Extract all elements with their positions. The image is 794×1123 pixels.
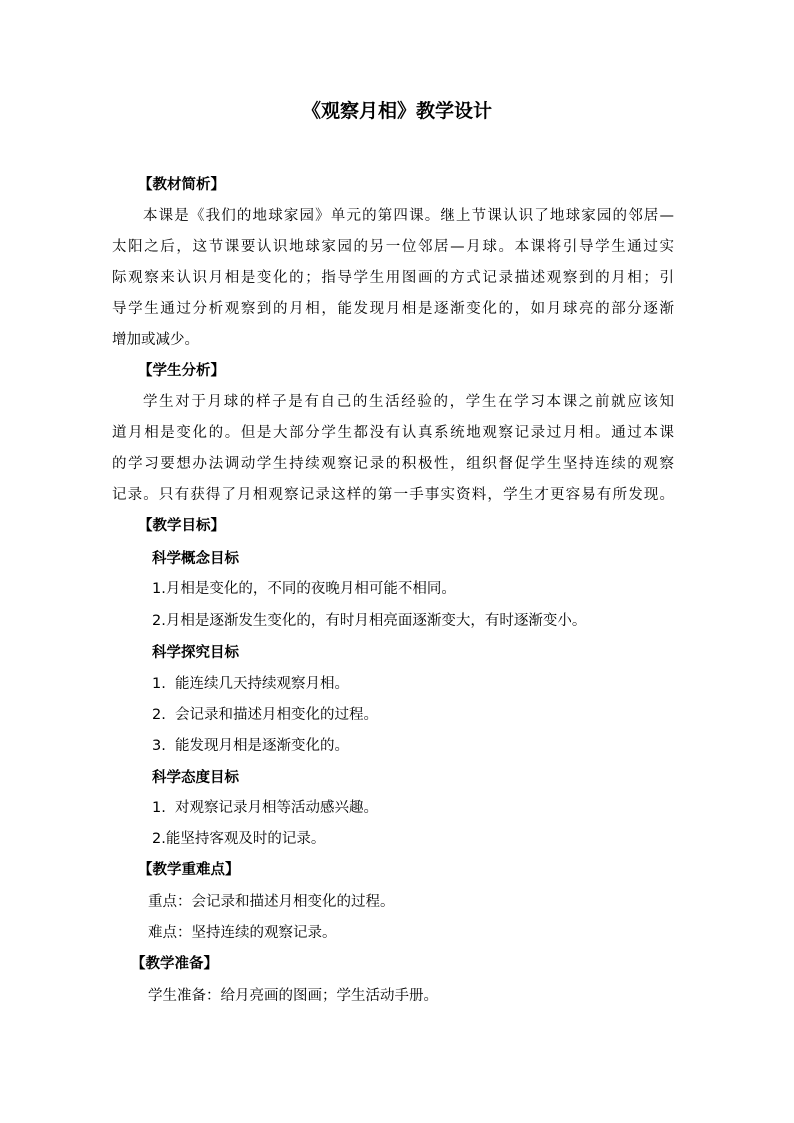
student-line-4: 记录。只有获得了月相观察记录这样的第一手事实资料，学生才更容易有所发现。: [112, 487, 674, 503]
section-heading-preparation: 【教学准备】: [131, 956, 218, 972]
student-line-1: 学生对于月球的样子是有自己的生活经验的，学生在学习本课之前就应该知: [143, 394, 674, 410]
student-line-2: 道月相是变化的。但是大部分学生都没有认真系统地观察记录过月相。通过本课: [112, 425, 674, 441]
attitude-item-1: 1. 对观察记录月相等活动感兴趣。: [152, 800, 379, 816]
material-line-3: 际观察来认识月相是变化的；指导学生用图画的方式记录描述观察到的月相；引: [112, 270, 674, 286]
document-title: 《观察月相》教学设计: [301, 100, 492, 122]
section-heading-material: 【教材简析】: [138, 177, 225, 193]
section-heading-student: 【学生分析】: [138, 363, 225, 379]
inquiry-item-1: 1. 能连续几天持续观察月相。: [152, 676, 350, 692]
attitude-item-2: 2.能坚持客观及时的记录。: [152, 831, 326, 847]
concept-item-1: 1.月相是变化的，不同的夜晚月相可能不相同。: [152, 581, 456, 597]
material-line-1: 本课是《我们的地球家园》单元的第四课。继上节课认识了地球家园的邻居—: [143, 208, 674, 224]
subheading-concept: 科学概念目标: [152, 551, 239, 567]
material-line-2: 太阳之后，这节课要认识地球家园的另一位邻居—月球。本课将引导学生通过实: [112, 239, 674, 255]
subheading-inquiry: 科学探究目标: [152, 645, 239, 661]
student-line-3: 的学习要想办法调动学生持续观察记录的积极性，组织督促学生坚持连续的观察: [112, 456, 674, 472]
material-line-5: 增加或减少。: [112, 332, 199, 348]
subheading-attitude: 科学态度目标: [152, 770, 239, 786]
keypoint-difficulty: 难点：坚持连续的观察记录。: [148, 925, 337, 941]
section-heading-keypoints: 【教学重难点】: [138, 862, 240, 878]
concept-item-2: 2.月相是逐渐发生变化的，有时月相亮面逐渐变大，有时逐渐变小。: [152, 613, 587, 629]
section-heading-goals: 【教学目标】: [138, 518, 225, 534]
material-line-4: 导学生通过分析观察到的月相，能发现月相是逐渐变化的，如月球亮的部分逐渐: [112, 301, 674, 317]
inquiry-item-3: 3. 能发现月相是逐渐变化的。: [152, 738, 350, 754]
keypoint-focus: 重点：会记录和描述月相变化的过程。: [148, 894, 395, 910]
inquiry-item-2: 2. 会记录和描述月相变化的过程。: [152, 707, 379, 723]
preparation-student: 学生准备：给月亮画的图画；学生活动手册。: [148, 988, 438, 1004]
